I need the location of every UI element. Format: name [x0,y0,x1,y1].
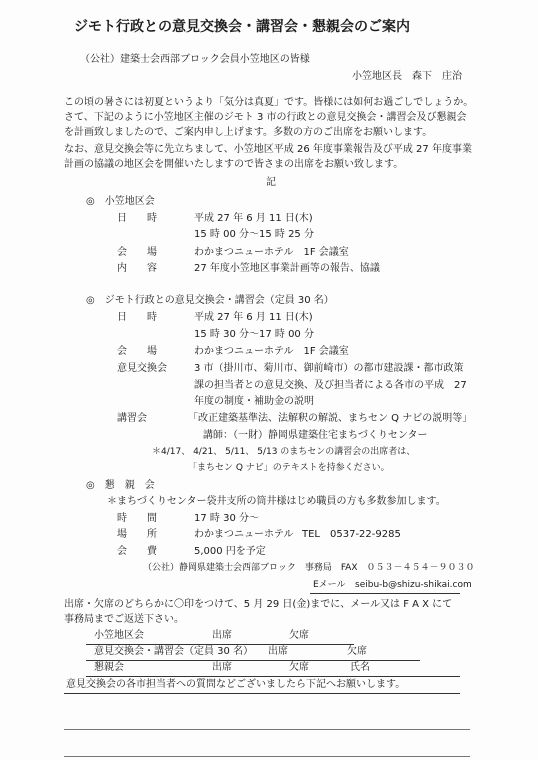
section2-note-line: ＊4/17、 4/21、 5/11、 5/13 のまちセンの講習会の出席者は、 [152,447,416,457]
form-row2-absent[interactable]: 欠席 [347,646,367,657]
section2-heading: ◎ ジモト行政との意見交換会・講習会（定員 30 名） [86,295,334,306]
section1-heading: ◎ 小笠地区会 [86,196,155,207]
section2-date-label: 日 時 [117,312,157,323]
section1-venue: わかまつニューホテル 1F 会議室 [194,247,349,258]
section2-time: 15 時 30 分～17 時 00 分 [194,329,314,340]
addressee: （公社）建築士会西部ブロック会員小笠地区の皆様 [80,54,310,65]
section2-exchange-label: 意見交換会 [117,363,167,374]
greeting-line: を計画致しましたので、ご案内申し上げます。多数の方のご出席をお願いします。 [64,127,433,138]
section1-time: 15 時 00 分～15 時 25 分 [194,229,314,240]
section2-venue-label: 会 場 [117,346,157,357]
section2-lecture-label: 講習会 [117,413,147,424]
form-row2-attend[interactable]: 出席 [268,646,288,657]
form-row1-absent[interactable]: 欠席 [289,630,309,641]
section2-lecturer: 講師：（一財）静岡県建築住宅まちづくりセンター [203,430,428,441]
writing-line [64,729,470,730]
office-line: （公社）静岡県建築士会西部ブロック 事務局 FAX ０５３－４５４－９０３０ [143,563,475,573]
greeting-line: なお、意見交換会等に先立ちまして、小笠地区平成 26 年度事業報告及び平成 27 年度事業 [64,144,472,155]
office-email: seibu-b@shizu-shikai.com [355,580,472,590]
closing-underline [64,693,460,694]
greeting-line: 計画の協議の地区会を開催いたしますので皆さまの出席をお願い致します。 [64,159,404,170]
section2-exchange-line: 3 市（掛川市、菊川市、御前崎市）の都市建設課・都市政策 [194,363,464,374]
section2-exchange-line: 課の担当者との意見交換、及び担当者による各市の平成 27 [194,380,467,391]
section3-heading: ◎ 懇 親 会 [86,480,155,491]
section2-lecture-title: 「改正建築基準法、法解釈の解説、まちセン Q ナビの説明等」 [188,413,473,424]
section2-date: 平成 27 年 6 月 11 日(木) [194,312,313,323]
section3-place-label: 場 所 [117,529,157,540]
section2-venue: わかまつニューホテル 1F 会議室 [194,346,349,357]
section1-content: 27 年度小笠地区事業計画等の報告、協議 [194,263,380,274]
page-title: ジモト行政との意見交換会・講習会・懇親会のご案内 [74,19,410,35]
section3-place: わかまつニューホテル [194,529,294,540]
section3-tel: TEL 0537-22-9285 [302,529,401,540]
greeting-line: さて、下記のように小笠地区主催のジモト 3 市の行政との意見交換会・講習会及び懇親会 [64,112,467,123]
form-row3-label: 懇親会 [94,662,124,673]
section3-time-label: 時 間 [117,513,157,524]
form-row3-attend[interactable]: 出席 [212,662,232,673]
form-row1-attend[interactable]: 出席 [212,630,232,641]
form-row3-underline [86,676,460,677]
section3-fee: 5,000 円を予定 [194,546,266,557]
section2-note-line: 「まちセン Q ナビ」のテキストを持参ください。 [188,463,390,473]
section3-note: ＊まちづくりセンター袋井支所の筒井様はじめ職員の方も多数参加します。 [107,496,446,507]
greeting-line: この頃の暑さには初夏というより「気分は真夏」です。皆様には如何お過ごしでしょうか。 [64,97,474,108]
section2-exchange-line: 年度の制度・補助金の説明 [194,396,314,407]
form-row2-underline [86,660,420,661]
office-email-label: Eメール [313,580,346,590]
reply-line: 事務局までご返送下さい。 [64,614,184,625]
section3-fee-label: 会 費 [117,546,157,557]
sender: 小笠地区長 森下 庄治 [352,71,462,82]
reply-line: 出席・欠席のどちらかに〇印をつけて、5 月 29 日(金)までに、メール又は F A X にて [64,599,453,610]
writing-line [64,756,470,757]
form-row3-absent[interactable]: 欠席 [289,662,309,673]
ki-heading: 記 [266,177,276,188]
section1-venue-label: 会 場 [117,247,157,258]
form-row1-underline [86,644,354,645]
section1-date-label: 日 時 [117,213,157,224]
section1-content-label: 内 容 [117,263,157,274]
form-row3-name: 氏名 [350,662,370,673]
closing-text: 意見交換会の各市担当者への質問などございましたら下記へお願いします。 [66,679,406,690]
section1-date: 平成 27 年 6 月 11 日(木) [194,213,313,224]
section3-time: 17 時 30 分～ [194,513,259,524]
form-row2-label: 意見交換会・講習会（定員 30 名） [94,646,254,657]
form-row1-label: 小笠地区会 [94,630,144,641]
email-underline [310,593,460,594]
